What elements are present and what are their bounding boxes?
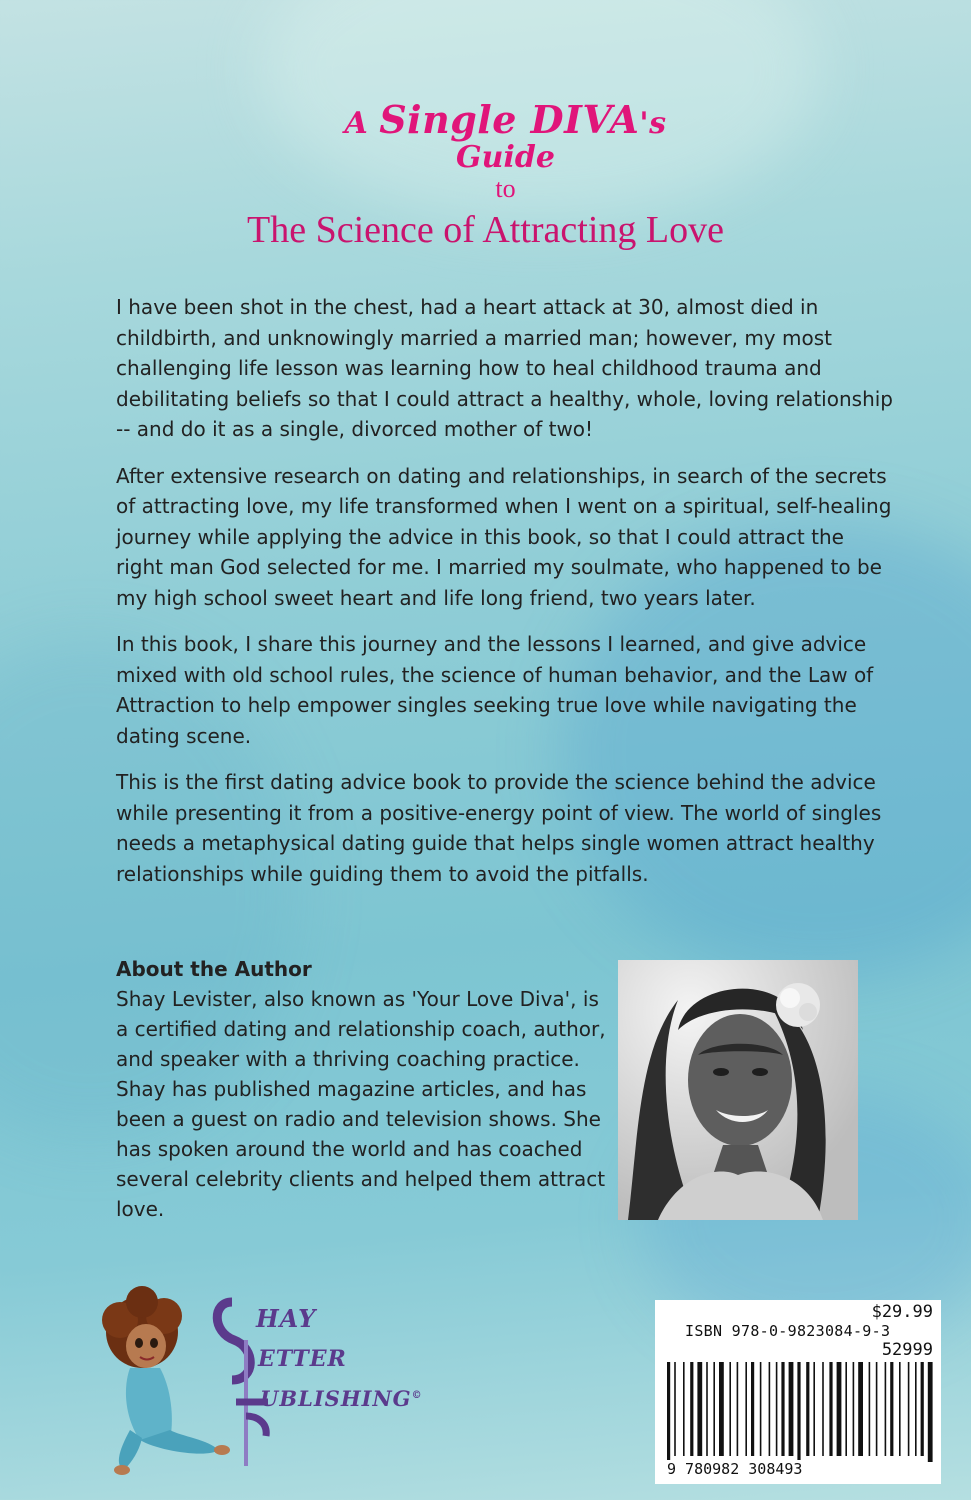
about-author-heading: About the Author <box>116 957 312 981</box>
title-guide: Guide <box>456 140 555 175</box>
title-line-1 <box>0 97 971 144</box>
book-title <box>0 97 971 254</box>
title-main: The Science of Attracting Love <box>247 209 724 251</box>
title-suffix: 's <box>639 106 667 141</box>
title-to: to <box>495 174 516 203</box>
about-author-section <box>116 954 606 1224</box>
title-diva: DIVA <box>530 97 640 142</box>
isbn-barcode <box>655 1300 941 1484</box>
book-description <box>116 292 896 905</box>
description-paragraph: I have been shot in the chest, had a heart attack at 30, almost died in childbirth, and unknowingly married a married man; however, my most challenging life lesson was learning how to heal childhood trauma and debilitating beliefs so that I could attract a healthy, whole, loving relationship -- and do it as a single, divorced mother of two! <box>116 295 893 441</box>
description-paragraph: After extensive research on dating and relationships, in search of the secrets of attracting love, my life transformed when I went on a spiritual, self-healing journey while applying the advice in this book, so that I could attract the right man God selected for me. I married my soulmate, who happened to be my high school sweet heart and life long friend, two years later. <box>116 463 892 610</box>
title-single: Single <box>379 97 531 142</box>
author-photo <box>618 960 858 1220</box>
publisher-logo <box>100 1280 423 1480</box>
author-portrait-image <box>618 960 858 1220</box>
description-paragraph: This is the first dating advice book to provide the science behind the advice while presenting it from a positive-energy point of view. The world of singles needs a metaphysical dating guide that helps single women attract healthy relationships while guiding them to avoid the pitfalls. <box>116 770 882 886</box>
about-author-text: Shay Levister, also known as 'Your Love Diva', is a certified dating and relationship coach, author, and speaker with a thriving coaching practice. Shay has published magazine articles, and has been a guest on radio and television shows. She has spoken around the world and has coached several celebrity clients and helped them attract love. <box>116 987 606 1221</box>
publisher-name-line-2: ETTER <box>258 1346 347 1372</box>
barcode-number: 9 780982 308493 <box>667 1460 803 1478</box>
price-label: $29.99 <box>871 1302 933 1322</box>
publisher-name-line-1: HAY <box>256 1304 317 1333</box>
publisher-name-line-3 <box>260 1386 423 1411</box>
isbn-label: ISBN 978-0-9823084-9-3 <box>685 1322 891 1340</box>
title-prefix: A <box>344 106 380 141</box>
description-paragraph: In this book, I share this journey and the lessons I learned, and give advice mixed with old school rules, the science of human behavior, and the Law of Attraction to help empower singles seeking true love while navigating the dating scene. <box>116 632 874 748</box>
price-addon-code: 52999 <box>881 1340 933 1360</box>
copyright-mark: © <box>411 1390 423 1401</box>
barcode-bars <box>663 1362 935 1462</box>
publisher-name-line-3-text: UBLISHING <box>260 1386 412 1411</box>
